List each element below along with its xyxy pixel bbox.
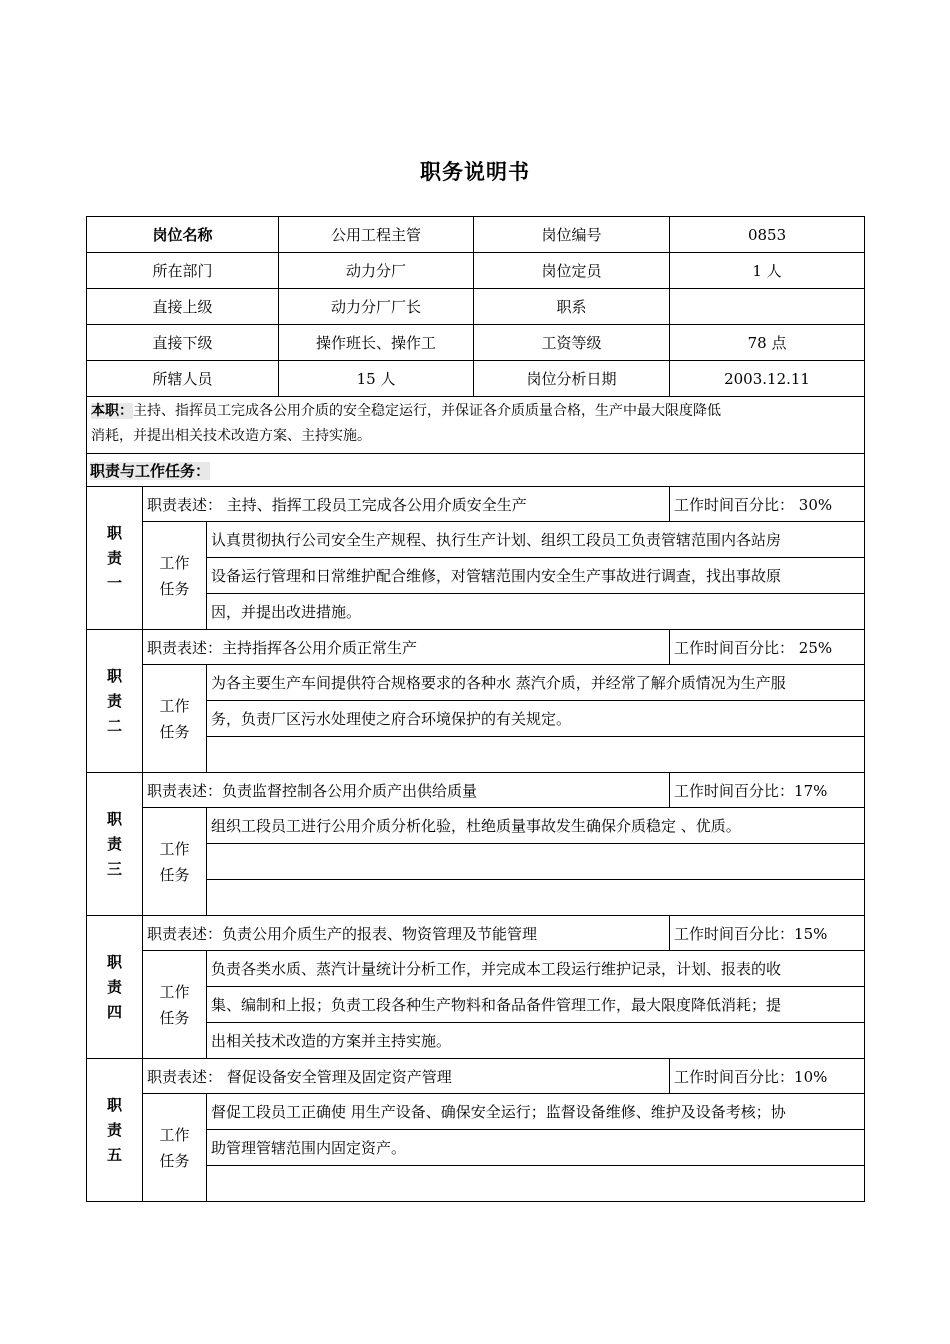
job-description-table [86, 216, 865, 1202]
duty-1-task-line-2: 设备运行管理和日常维护配合维修，对管辖范围内安全生产事故进行调查，找出事故原 [207, 558, 865, 594]
duty-4-label [87, 916, 143, 1059]
duty-5-task-line-3 [207, 1166, 865, 1202]
duty-4-task-line-2: 集、编制和上报；负责工段各种生产物料和备品备件管理工作，最大限度降低消耗；提 [207, 987, 865, 1023]
label-department: 所在部门 [87, 253, 279, 289]
info-row-position [87, 217, 865, 253]
label-direct-supervisor: 直接上级 [87, 289, 279, 325]
value-position-code: 0853 [670, 217, 865, 253]
duty-5-task-line-2: 助管理管辖范围内固定资产。 [207, 1130, 865, 1166]
duty-2-label-char-3: 二 [106, 716, 122, 735]
duty-4-task-row-1 [87, 951, 865, 987]
duty-3-description: 职责表述：负责监督控制各公用介质产出供给质量 [143, 773, 670, 808]
section-header-row [87, 454, 865, 487]
duty-4-task-label [143, 951, 207, 1059]
duty-1-desc-row [87, 487, 865, 522]
label-salary-grade: 工资等级 [474, 325, 670, 361]
duty-1-label-char-2: 责 [106, 548, 122, 567]
duty-3-task-label [143, 808, 207, 916]
info-row-subordinates [87, 325, 865, 361]
label-staff-count: 所辖人员 [87, 361, 279, 397]
value-position-name: 公用工程主管 [279, 217, 474, 253]
duty-2-task-line-2: 务，负责厂区污水处理使之府合环境保护的有关规定。 [207, 701, 865, 737]
duty-4-time-percent: 工作时间百分比：15% [670, 916, 865, 951]
duty-1-task-label-line-2: 任务 [159, 579, 190, 598]
duty-5-label-char-3: 五 [106, 1145, 122, 1164]
value-direct-supervisor: 动力分厂厂长 [279, 289, 474, 325]
core-duty-text-1: 主持、指挥员工完成各公用介质的安全稳定运行，并保证各介质质量合格，生产中最大限度降低 [133, 403, 721, 419]
label-job-family: 职系 [474, 289, 670, 325]
duty-2-task-label-line-1: 工作 [159, 696, 190, 715]
duty-3-task-line-3 [207, 880, 865, 916]
duty-2-label [87, 630, 143, 773]
duty-2-time-percent: 工作时间百分比： 25% [670, 630, 865, 665]
section-title-text: 职责与工作任务： [90, 461, 211, 480]
label-direct-subordinates: 直接下级 [87, 325, 279, 361]
duty-2-description: 职责表述：主持指挥各公用介质正常生产 [143, 630, 670, 665]
duty-1-label [87, 487, 143, 630]
duty-1-label-char-1: 职 [106, 523, 122, 542]
info-row-department [87, 253, 865, 289]
duty-2-label-char-2: 责 [106, 691, 122, 710]
duty-1-task-line-3: 因，并提出改进措施。 [207, 594, 865, 630]
duty-1-task-label [143, 522, 207, 630]
label-headcount: 岗位定员 [474, 253, 670, 289]
duty-1-task-label-line-1: 工作 [159, 553, 190, 572]
core-duty-row [87, 397, 865, 454]
section-title [87, 454, 865, 487]
duty-3-label-char-2: 责 [106, 834, 122, 853]
duty-5-label-char-2: 责 [106, 1120, 122, 1139]
duty-4-label-char-1: 职 [106, 952, 122, 971]
duty-2-task-label-line-2: 任务 [159, 722, 190, 741]
duty-5-description: 职责表述： 督促设备安全管理及固定资产管理 [143, 1059, 670, 1094]
duty-3-label-char-1: 职 [106, 809, 122, 828]
label-analysis-date: 岗位分析日期 [474, 361, 670, 397]
info-row-supervisor [87, 289, 865, 325]
duty-5-task-label-line-1: 工作 [159, 1125, 190, 1144]
duty-3-task-row-1 [87, 808, 865, 844]
duty-3-task-line-1: 组织工段员工进行公用介质分析化验，杜绝质量事故发生确保介质稳定 、优质。 [207, 808, 865, 844]
duty-5-task-line-1: 督促工段员工正确使 用生产设备、确保安全运行；监督设备维修、维护及设备考核；协 [207, 1094, 865, 1130]
duty-4-label-char-3: 四 [106, 1002, 122, 1021]
duty-2-task-line-3 [207, 737, 865, 773]
duty-5-label [87, 1059, 143, 1202]
value-headcount: 1 人 [670, 253, 865, 289]
duty-5-time-percent: 工作时间百分比：10% [670, 1059, 865, 1094]
value-job-family [670, 289, 865, 325]
duty-4-desc-row [87, 916, 865, 951]
duty-5-task-label-line-2: 任务 [159, 1151, 190, 1170]
duty-1-task-row-1 [87, 522, 865, 558]
duty-5-task-row-1 [87, 1094, 865, 1130]
duty-5-task-label [143, 1094, 207, 1202]
duty-1-description: 职责表述： 主持、指挥工段员工完成各公用介质安全生产 [143, 487, 670, 522]
duty-5-label-char-1: 职 [106, 1095, 122, 1114]
page-title: 职务说明书 [420, 160, 530, 184]
core-duty-label: 本职： [91, 403, 133, 419]
duty-2-desc-row [87, 630, 865, 665]
duty-4-task-line-1: 负责各类水质、蒸汽计量统计分析工作，并完成本工段运行维护记录，计划、报表的收 [207, 951, 865, 987]
duty-4-label-char-2: 责 [106, 977, 122, 996]
duty-3-label [87, 773, 143, 916]
duty-4-task-line-3: 出相关技术改造的方案并主持实施。 [207, 1023, 865, 1059]
duty-4-task-label-line-2: 任务 [159, 1008, 190, 1027]
duty-3-task-line-2 [207, 844, 865, 880]
duty-3-time-percent: 工作时间百分比：17% [670, 773, 865, 808]
info-row-staff [87, 361, 865, 397]
duty-1-label-char-3: 一 [106, 573, 122, 592]
value-direct-subordinates: 操作班长、操作工 [279, 325, 474, 361]
duty-1-time-percent: 工作时间百分比： 30% [670, 487, 865, 522]
value-salary-grade: 78 点 [670, 325, 865, 361]
value-department: 动力分厂 [279, 253, 474, 289]
duty-4-task-label-line-1: 工作 [159, 982, 190, 1001]
duty-2-label-char-1: 职 [106, 666, 122, 685]
duty-3-desc-row [87, 773, 865, 808]
duty-2-task-line-1: 为各主要生产车间提供符合规格要求的各种水 蒸汽介质，并经常了解介质情况为生产服 [207, 665, 865, 701]
label-position-name: 岗位名称 [87, 217, 279, 253]
core-duty-text-2: 消耗，并提出相关技术改造方案、主持实施。 [91, 428, 371, 444]
duty-3-task-label-line-1: 工作 [159, 839, 190, 858]
value-staff-count: 15 人 [279, 361, 474, 397]
duty-1-task-line-1: 认真贯彻执行公司安全生产规程、执行生产计划、组织工段员工负责管辖范围内各站房 [207, 522, 865, 558]
duty-5-desc-row [87, 1059, 865, 1094]
duty-4-description: 职责表述：负责公用介质生产的报表、物资管理及节能管理 [143, 916, 670, 951]
label-position-code: 岗位编号 [474, 217, 670, 253]
value-analysis-date: 2003.12.11 [670, 361, 865, 397]
duty-2-task-label [143, 665, 207, 773]
duty-2-task-row-1 [87, 665, 865, 701]
duty-3-task-label-line-2: 任务 [159, 865, 190, 884]
core-duty-cell [87, 397, 865, 454]
duty-3-label-char-3: 三 [106, 859, 122, 878]
